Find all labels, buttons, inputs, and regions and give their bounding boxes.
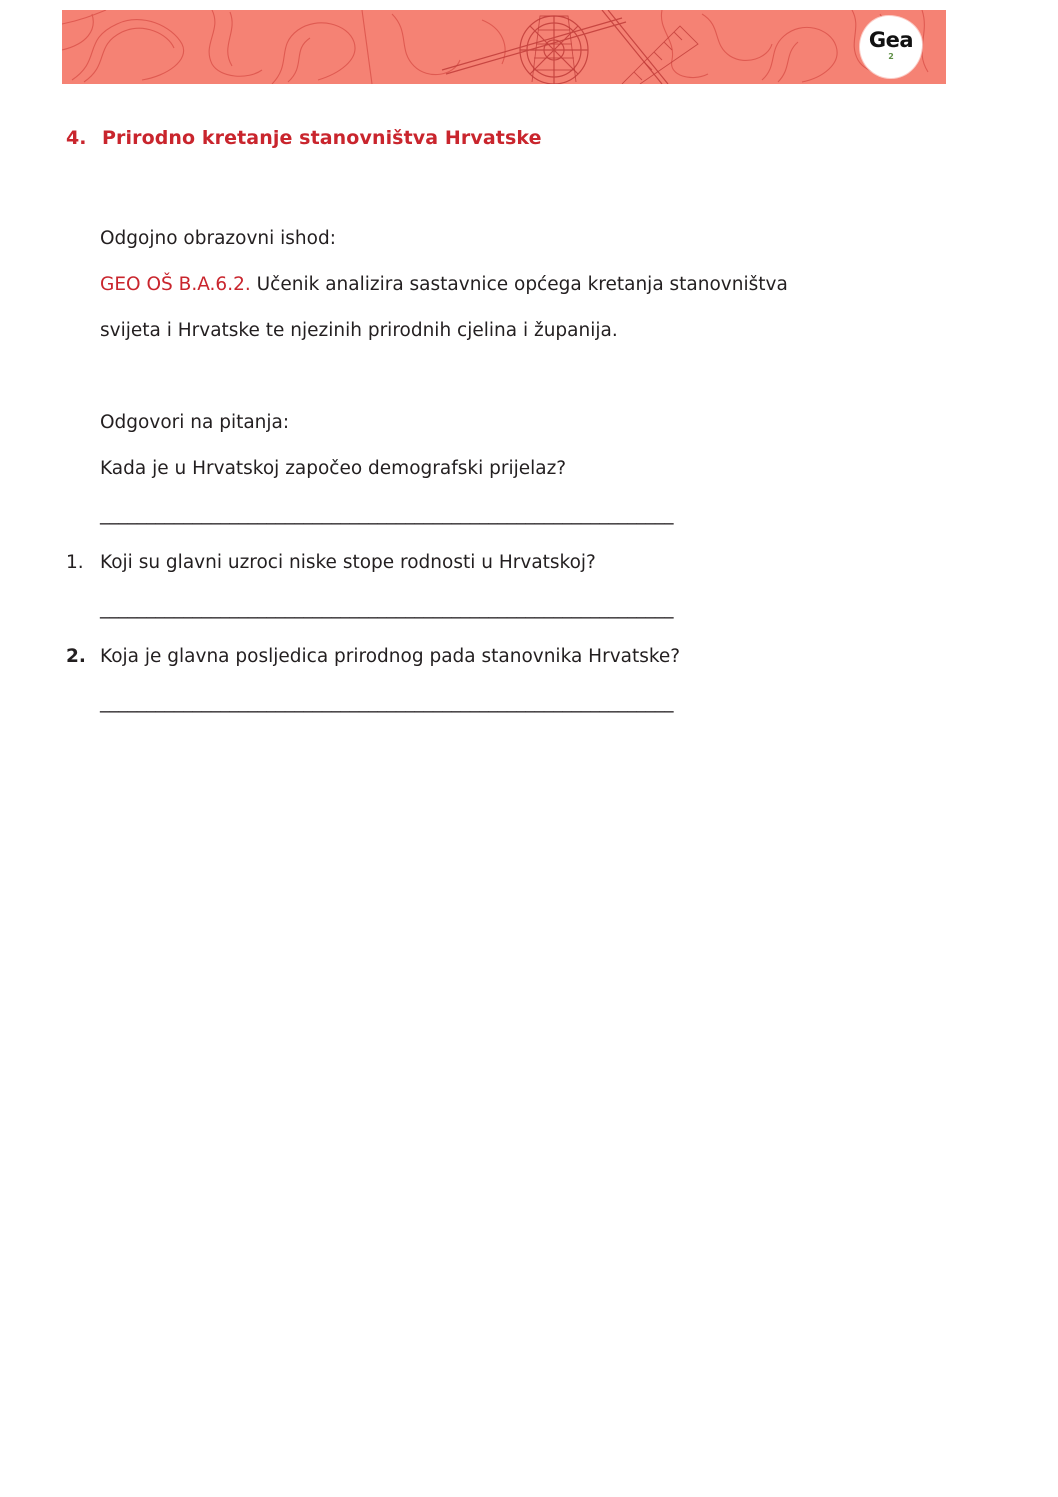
question-item xyxy=(100,454,980,484)
question-text: Koji su glavni uzroci niske stope rodnosti u Hrvatskoj? xyxy=(100,552,596,573)
answer-line[interactable]: ______________________________________________________________ xyxy=(100,692,674,713)
section-heading xyxy=(66,127,966,149)
gea-logo xyxy=(860,16,922,78)
page-header-banner xyxy=(62,10,946,84)
logo-subtext: 2 xyxy=(888,52,894,61)
answers-label: Odgovori na pitanja: xyxy=(100,412,290,433)
question-item xyxy=(62,642,942,672)
question-text: Koja je glavna posljedica prirodnog pada stanovnika Hrvatske? xyxy=(100,646,681,667)
logo-text: Gea xyxy=(868,28,914,52)
question-item xyxy=(62,548,942,578)
outcome-text-line2: svijeta i Hrvatske te njezinih prirodnih cjelina i županija. xyxy=(100,320,618,341)
topographic-map-banner xyxy=(62,10,946,84)
answer-line[interactable]: ______________________________________________________________ xyxy=(100,598,674,619)
section-number: 4. xyxy=(66,127,87,149)
question-text: Kada je u Hrvatskoj započeo demografski prijelaz? xyxy=(100,458,567,479)
outcome-label: Odgojno obrazovni ishod: xyxy=(100,228,336,249)
outcome-text-line1: Učenik analizira sastavnice općega kretanja stanovništva xyxy=(256,274,788,295)
page-title: Prirodno kretanje stanovništva Hrvatske xyxy=(102,127,542,149)
question-number: 1. xyxy=(66,552,84,573)
question-number: 2. xyxy=(66,646,86,667)
outcome-statement xyxy=(100,262,920,308)
answer-line[interactable]: ______________________________________________________________ xyxy=(100,504,674,525)
outcome-code: GEO OŠ B.A.6.2. xyxy=(100,274,251,295)
